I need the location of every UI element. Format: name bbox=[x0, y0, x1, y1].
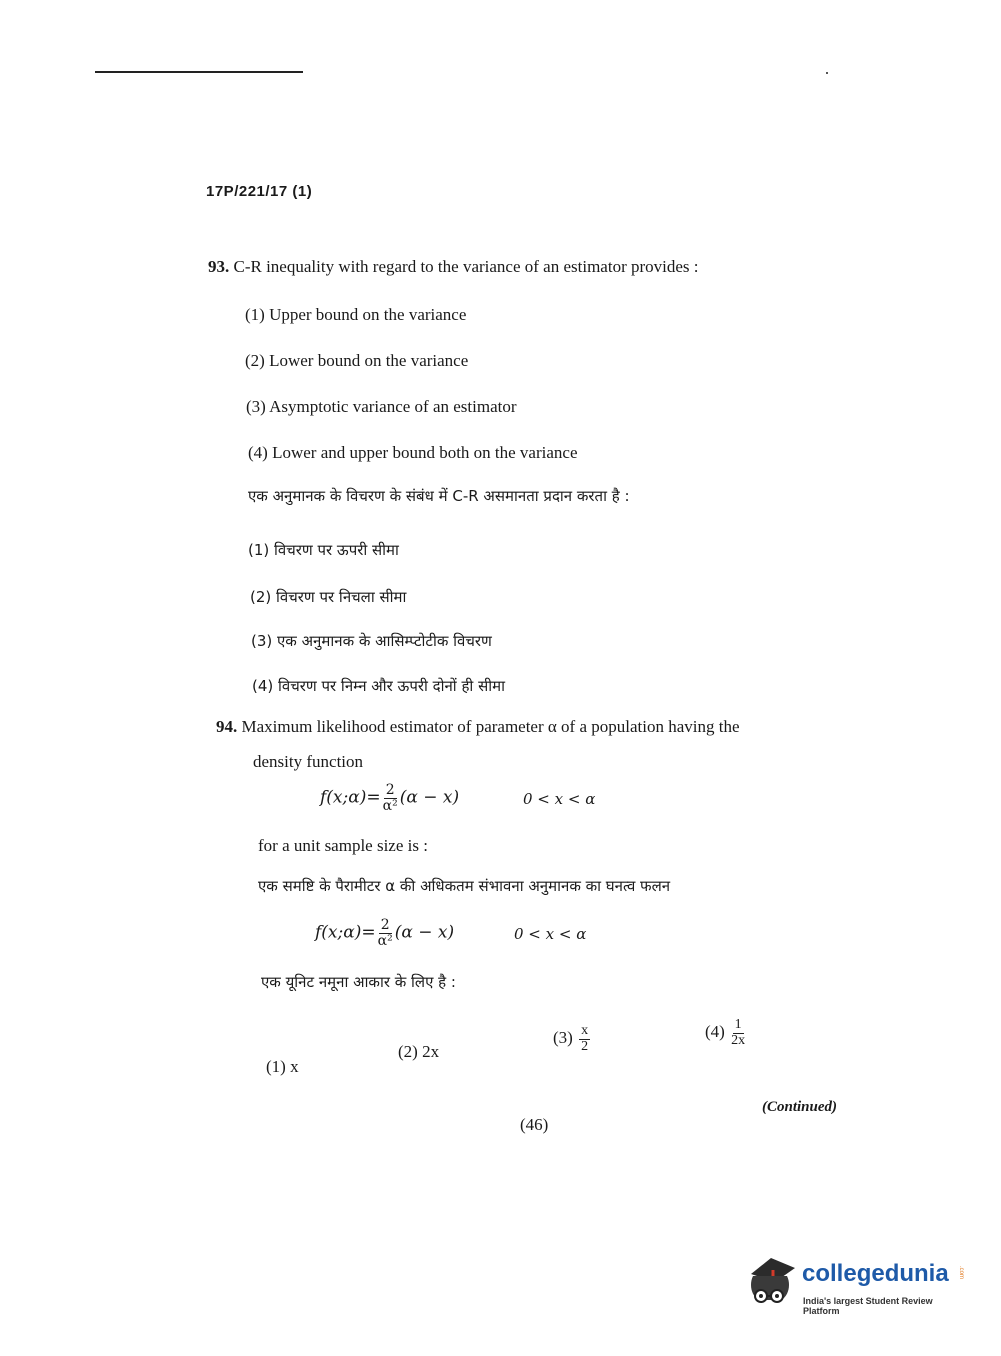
fraction-denominator: 2 bbox=[581, 1038, 589, 1054]
option-label: (4) bbox=[705, 1022, 725, 1042]
continued-label: (Continued) bbox=[762, 1099, 838, 1115]
density-formula-hi bbox=[315, 918, 454, 948]
fraction-denominator: 2x bbox=[731, 1032, 746, 1048]
q93-option-4: (4) Lower and upper bound both on the variance bbox=[248, 443, 578, 462]
q94-option-2: (2) 2x bbox=[398, 1042, 440, 1061]
fraction-numerator: 2 bbox=[380, 917, 390, 933]
fraction-denominator: α² bbox=[377, 932, 393, 949]
formula-lhs: f(x;α)= bbox=[315, 922, 376, 943]
q93-option-2: (2) Lower bound on the variance bbox=[245, 351, 469, 370]
logo-name: collegedunia bbox=[802, 1260, 949, 1287]
fraction-numerator: x bbox=[581, 1023, 589, 1038]
formula-lhs: f(x;α)= bbox=[320, 787, 381, 808]
q93-option-1: (1) Upper bound on the variance bbox=[245, 305, 467, 324]
fraction-denominator: α² bbox=[382, 797, 398, 814]
question-text-after: for a unit sample size is : bbox=[258, 836, 428, 855]
fraction-numerator: 1 bbox=[734, 1017, 742, 1032]
logo-domain: .com bbox=[958, 1266, 964, 1280]
density-formula-en bbox=[320, 783, 459, 813]
fraction-numerator: 2 bbox=[385, 782, 395, 798]
page-number: (46) bbox=[520, 1115, 549, 1134]
option-label: (3) bbox=[553, 1028, 573, 1048]
q93-text-hindi: एक अनुमानक के विचरण के संबंध में C-R असमानता प्रदान करता है : bbox=[248, 487, 630, 505]
formula-fraction bbox=[378, 918, 393, 948]
scan-speck bbox=[826, 72, 828, 74]
option-fraction bbox=[731, 1018, 745, 1048]
question-text-line2: density function bbox=[253, 752, 364, 771]
logo-tagline: India's largest Student Review Platform bbox=[803, 1296, 933, 1316]
option-fraction bbox=[579, 1024, 590, 1054]
paper-code: 17P/221/17 (1) bbox=[206, 183, 313, 200]
formula-rhs: (α − x) bbox=[394, 922, 455, 943]
top-rule bbox=[95, 71, 303, 73]
question-text: C-R inequality with regard to the variance of an estimator provides : bbox=[233, 257, 699, 276]
formula-range-en: 0 < x < α bbox=[523, 790, 596, 808]
q94-text-after-hindi: एक यूनिट नमूना आकार के लिए है : bbox=[261, 973, 456, 991]
q94-text-hindi: एक समष्टि के पैरामीटर α की अधिकतम संभावना अनुमानक का घनत्व फलन bbox=[258, 877, 671, 895]
q93-option-3: (3) Asymptotic variance of an estimator bbox=[246, 397, 517, 416]
question-number: 94. bbox=[216, 717, 238, 736]
question-text-line1: Maximum likelihood estimator of parameter α of a population having the bbox=[241, 717, 740, 736]
q94-option-3 bbox=[553, 1024, 592, 1054]
q94-option-4 bbox=[705, 1018, 747, 1048]
collegedunia-logo bbox=[745, 1252, 970, 1316]
mascot-icon bbox=[745, 1252, 801, 1310]
q93-option-2-hindi: (2) विचरण पर निचला सीमा bbox=[250, 588, 407, 606]
q94-option-1: (1) x bbox=[266, 1057, 299, 1076]
question-number: 93. bbox=[208, 257, 230, 276]
formula-range-hi: 0 < x < α bbox=[514, 925, 587, 943]
formula-fraction bbox=[383, 783, 398, 813]
q93-option-4-hindi: (4) विचरण पर निम्न और ऊपरी दोनों ही सीमा bbox=[252, 677, 505, 695]
question-94 bbox=[216, 717, 740, 737]
q93-option-3-hindi: (3) एक अनुमानक के आसिम्प्टोटीक विचरण bbox=[251, 632, 492, 650]
q93-option-1-hindi: (1) विचरण पर ऊपरी सीमा bbox=[248, 541, 399, 559]
formula-rhs: (α − x) bbox=[399, 787, 460, 808]
question-93 bbox=[208, 257, 699, 277]
